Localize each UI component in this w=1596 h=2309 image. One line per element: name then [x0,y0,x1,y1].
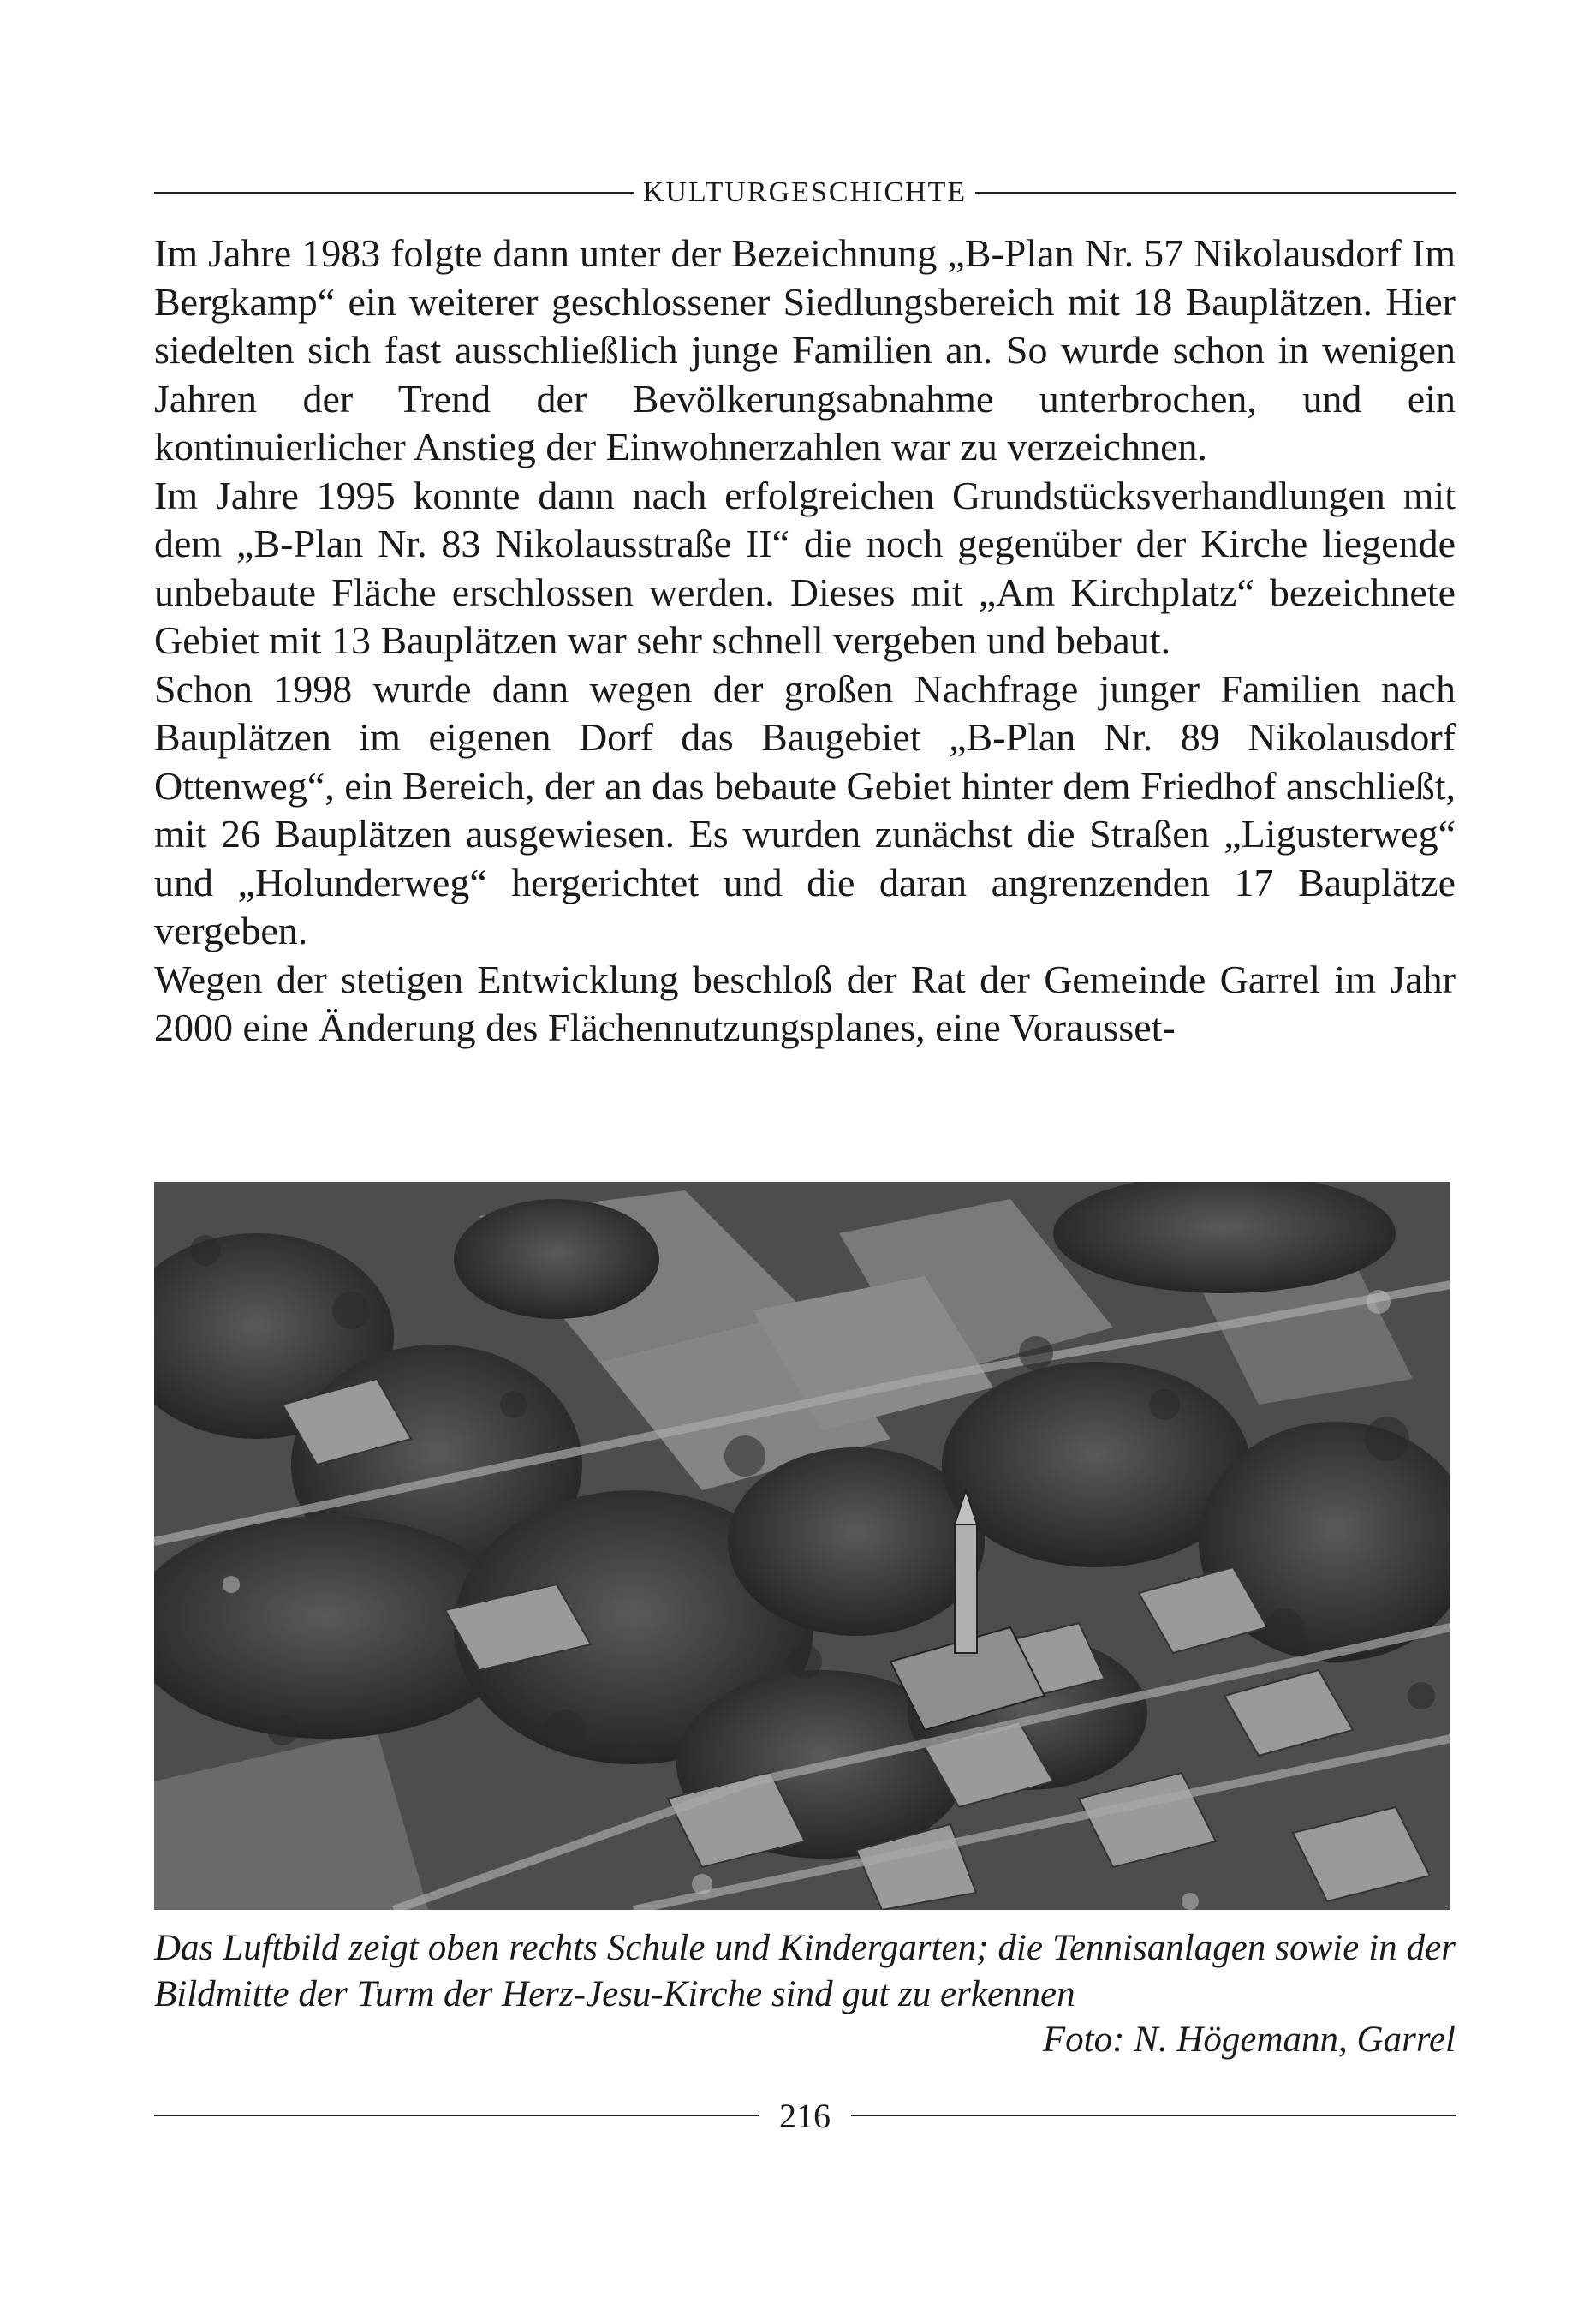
running-header [154,171,1456,214]
paragraph: Im Jahre 1995 konnte dann nach erfolgreichen Grundstücksverhandlungen mit dem „B-Plan Nr. 83 Nikolausstraße II“ die noch gegenüber der Kirche liegende unbebaute Fläche erschlossen werden. Dieses mit „Am Kirchplatz“ bezeichnete Gebiet mit 13 Bauplätzen war sehr schnell vergeben und bebaut. [154,473,1456,662]
page-footer [154,2090,1456,2141]
body-text [154,230,1456,1053]
paragraph: Wegen der stetigen Entwicklung beschloß der Rat der Gemeinde Garrel im Jahr 2000 eine Änderung des Flächennutzungsplanes, eine Vorausset- [154,957,1456,1049]
section-title: KULTURGESCHICHTE [642,176,968,208]
paragraph: Im Jahre 1983 folgte dann unter der Bezeichnung „B-Plan Nr. 57 Nikolausdorf Im Bergkamp“ ein weiterer geschlossener Siedlungsbereich mit 18 Bauplätzen. Hier siedelten sich fast ausschließlich junge Familien an. So wurde schon in wenigen Jahren der Trend der Bevölkerungsabnahme unterbrochen, und ein kontinuierlicher Anstieg der Einwohnerzahlen war zu verzeichnen. [154,231,1456,468]
header-rule-left [154,192,634,194]
figure-caption: Das Luftbild zeigt oben rechts Schule und Kindergarten; die Tennisanlagen sowie in der Bildmitte der Turm der Herz-Jesu-Kirche sind gut zu erkennen [154,1928,1456,2014]
photo-credit: Foto: N. Högemann, Garrel [1042,2020,1456,2060]
paragraph: Schon 1998 wurde dann wegen der großen Nachfrage junger Familien nach Bauplätzen im eigenen Dorf das Baugebiet „B-Plan Nr. 89 Nikolausdorf Ottenweg“, ein Bereich, der an das bebaute Gebiet hinter dem Friedhof anschließt, mit 26 Bauplätzen ausgewiesen. Es wurden zunächst die Straßen „Ligusterweg“ und „Holunderweg“ hergerichtet und die daran angrenzenden 17 Bauplätze vergeben. [154,666,1456,952]
aerial-photo-image [154,1182,1450,1910]
footer-rule-right [851,2115,1456,2116]
header-rule-right [975,192,1456,194]
footer-rule-left [154,2115,759,2116]
aerial-photo [154,1182,1450,1910]
page-number: 216 [779,2096,831,2135]
